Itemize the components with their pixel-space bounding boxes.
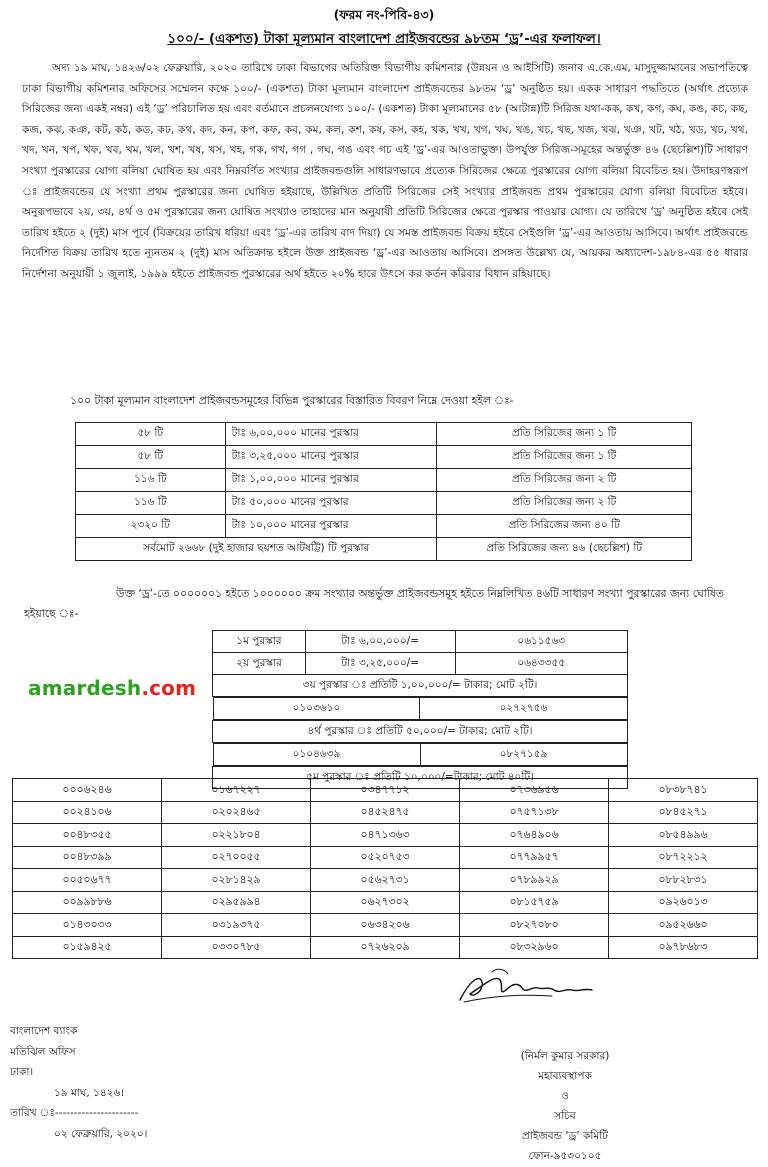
- table-row: [213, 721, 628, 743]
- prize-number: ০৮৭২২১২: [609, 846, 758, 869]
- summary-heading: ১০০ টাকা মূল্যমান বাংলাদেশ প্রাইজবন্ডসমূহের বিভিন্ন পুরস্কারের বিস্তারিত বিবরণ নিম্নে দেওয়া হইল ঃ-: [70, 394, 514, 407]
- amount-suffix: মানের পুরস্কার: [290, 496, 349, 509]
- prize-number: ০৩৩০৭৮৫: [162, 936, 311, 959]
- amount-value: টাঃ ৬,০০,০০০: [231, 427, 297, 440]
- handwritten-signature: [452, 960, 602, 1010]
- bangla-date: ১৯ মাঘ, ১৪২৬।: [54, 1086, 125, 1099]
- prize-number: ০৮২৭০৮০: [460, 914, 609, 937]
- prize-number: ০০৫০৬৭৭: [13, 869, 162, 892]
- third-prize-number: ০১০৩৬১০: [213, 698, 420, 720]
- table-row: [76, 469, 692, 492]
- prize-number: ০০০৬২৪৬: [13, 779, 162, 802]
- prize-number: ০০৯৯৮৮৬: [13, 891, 162, 914]
- prize-number: ০৭৫৭১৩৮: [460, 801, 609, 824]
- prize-number: ০৮৩২৯৬০: [460, 936, 609, 959]
- table-row: [76, 446, 692, 469]
- table-row: [76, 515, 692, 538]
- form-number: (ফরম নং-পিবি-৪৩): [333, 7, 435, 22]
- prize-number: ০৮৩৮৭৪১: [609, 779, 758, 802]
- amount-suffix: মানের পুরস্কার: [300, 473, 359, 486]
- table-row: [13, 869, 758, 892]
- prize-number: ০৭৮৯৯২৯: [460, 869, 609, 892]
- table-row: [13, 846, 758, 869]
- table-row: [13, 779, 758, 802]
- prize-number: ০৮৫৪৯৯৬: [609, 824, 758, 847]
- prize-number: ০৬২৭৩০২: [311, 891, 460, 914]
- table-row: [13, 801, 758, 824]
- table-row: [213, 675, 628, 697]
- fifth-prize-heading: ৫ম পুরস্কার ঃ প্রতিটি ১০,০০০/=টাকার; মোট ৪০টি।: [213, 767, 628, 789]
- office-address: [10, 1021, 210, 1144]
- watermark-name: amardesh: [28, 676, 142, 700]
- phone-number: ফোন-৯৫৩০১০৫: [528, 1150, 602, 1162]
- intro-paragraph: অদ্য ১৯ মাঘ, ১৪২৬/০২ ফেব্রুয়ারি, ২০২০ তারিখে ঢাকা বিভাগের অতিরিক্ত বিভাগীয় কমিশনার (উন্নয়ন ও আইসিটি) জনাব এ.কে.এম, মাসুদুজ্জামানের সভাপতিত্বে ঢাকা বিভাগীয় কমিশনার অফিসের সম্মেলন কক্ষে ১০০/- (একশত) টাকা মূল্যমান বাংলাদেশ প্রাইজবন্ডের ৯৮তম ‘ড্র’ অনুষ্ঠিত হয়। একক সাধারণ পদ্ধতিতে (অর্থাৎ প্রত্যেক সিরিজের জন্য একই নম্বর) এই ‘ড্র’ পরিচালিত হয় এবং বর্তমানে প্রচলনযোগ্য ১০০/- (একশত) টাকা মূল্যমানের ৫৮ (আটান্ন)টি সিরিজ যথা-কক, কখ, কগ, কঘ, কঙ, কচ, কছ, কজ, কঝ, কঞ, কট, কঠ, কড, কঢ, কথ, কদ, কন, কপ, কফ, কব, কম, কল, কশ, কষ, কস, কহ, খক, খখ, খগ, খঘ, খঙ, খচ, খছ, খজ, খঝ, খঞ, খট, খঠ, খড, খঢ, খথ, খদ, খন, খপ, খফ, খব, খম, খল, খশ, খষ, খস, খহ, গক, গখ, গগ , গঘ, গঙ এবং গচ এই ‘ড্র’-এর আওতাভুক্ত। উপর্যুক্ত সিরিজ-সমূহের অন্তর্ভুক্ত ৪৬ (ছেচল্লিশ)টি সাধারণ সংখ্যা পুরস্কারের যোগ্য বলিয়া ঘোষিত হয় এবং নিম্নবর্ণিত সংখ্যার প্রাইজবন্ডগুলি সাধারণভাবে প্রত্যেক সিরিজের ক্ষেত্রে পুরস্কারের যোগ্য বলিয়া বিবেচিত হয়। উদাহরণস্বরূপ ঃ প্রাইজবন্ডের যে সংখ্যা প্রথম পুরস্কারের জন্য ঘোষিত হইয়াছে, উল্লিখিত প্রতিটি সিরিজের সেই সংখ্যার প্রাইজবন্ড প্রথম পুরস্কারের যোগ্য বলিয়া বিবেচিত হইবে। অনুরূপভাবে ২য়, ৩য়, ৪র্থ ও ৫ম পুরস্কারের জন্য ঘোষিত সংখ্যাও তাহাদের মান অনুযায়ী প্রতিটি সিরিজের ক্ষেত্রে পুরস্কার পাওয়ার যোগ্য। যে তারিখে ‘ড্র’ অনুষ্ঠিত হইবে সেই তারিখ হইতে ২ (দুই) মাস পূর্বে (বিক্রয়ের তারিখ ধরিয়া এবং ‘ড্র’-এর তারিখ বাদ দিয়া) যে সমস্ত প্রাইজবন্ড বিক্রয় হইবে সেইগুলি ‘ড্র’-এর আওতায় আসিবে। অর্থাৎ প্রাইজবন্ডে নির্দেশিত বিক্রয় তারিখ হতে ন্যূনতম ২ (দুই) মাস অতিক্রান্ত হইলে উক্ত প্রাইজবন্ড ‘ড্র’-এর আওতায় আসিবে। প্রসঙ্গত উল্লেখ্য যে, আয়কর অধ্যাদেশ-১৯৮৪-এর ৫৫ ধারার নির্দেশনা অনুযায়ী ১ জুলাই, ১৯৯৯ হইতে প্রাইজবন্ড পুরস্কারের অর্থ হইতে ২০% হারে উৎসে কর কর্তন করিবার বিধান রহিয়াছে।: [22, 62, 748, 280]
- total-per-series: প্রতি সিরিজের জন্য ৪৬ (ছেচল্লিশ) টি: [437, 538, 692, 561]
- prize-amount: [225, 423, 437, 446]
- amount-suffix: মানের পুরস্কার: [300, 427, 359, 440]
- third-prize-numbers: [213, 697, 628, 720]
- prize-number: ০১৬৭২২৭: [162, 779, 311, 802]
- amount-value: টাঃ ৩,২৫,০০০: [231, 450, 297, 463]
- prize-amount: [225, 446, 437, 469]
- prize-number: ০৫৬২৭৩১: [311, 869, 460, 892]
- table-row: [13, 914, 758, 937]
- prize-amount: [225, 492, 437, 515]
- prize-number: ০৯৭৮৬৮৩: [609, 936, 758, 959]
- prize-number: ০৪৫২৪৭৫: [311, 801, 460, 824]
- prize-number: ০৮৪৫২৭১: [609, 801, 758, 824]
- prize-number: ০২৭০০৫৫: [162, 846, 311, 869]
- table-row: [213, 697, 628, 721]
- second-prize-amount: টাঃ ৩,২৫,০০০/=: [305, 653, 455, 675]
- prize-count: ১১৬ টি: [76, 469, 226, 492]
- prize-number: ০৪৭১৩৬৩: [311, 824, 460, 847]
- third-prize-heading: ৩য় পুরস্কার ঃ প্রতিটি ১,০০,০০০/= টাকার; মোট ২টি।: [213, 675, 628, 697]
- address-line: বাংলাদেশ ব্যাংক: [10, 1025, 78, 1037]
- amount-suffix: মানের পুরস্কার: [290, 519, 349, 532]
- fourth-prize-number: ০৮২৭১৫৯: [420, 744, 627, 766]
- total-prizes: সর্বমোট ২৬৬৮ (দুই হাজার ছয়শত আটষট্টি) টি পুরস্কার: [76, 538, 437, 561]
- prize-number: ০০৪৮৩৯৯: [13, 846, 162, 869]
- second-prize-number: ০৬৪৩৩৫৫: [455, 653, 627, 675]
- table-row: [13, 936, 758, 959]
- signatory-title: মহাব্যবস্থাপক: [538, 1070, 592, 1082]
- prize-number: ০১৪৩০৩৩: [13, 914, 162, 937]
- per-series: প্রতি সিরিজের জন্য ২ টি: [437, 469, 692, 492]
- prize-amount: [225, 469, 437, 492]
- prize-count: ১১৬ টি: [76, 492, 226, 515]
- prize-number: ০২০২৪৬৫: [162, 801, 311, 824]
- table-row: [213, 653, 628, 675]
- prize-count: ৫৮ টি: [76, 446, 226, 469]
- first-prize-number: ০৬১১৫৬৩: [455, 631, 627, 653]
- amount-suffix: মানের পুরস্কার: [300, 450, 359, 463]
- watermark-tld: .com: [141, 676, 197, 700]
- prize-number: ০৭২৬২০৯: [311, 936, 460, 959]
- address-line: মতিঝিল অফিস: [10, 1045, 76, 1058]
- table-row-total: [76, 538, 692, 561]
- table-row: [13, 891, 758, 914]
- per-series: প্রতি সিরিজের জন্য ৪০ টি: [437, 515, 692, 538]
- signatory-block: [470, 1046, 660, 1166]
- per-series: প্রতি সিরিজের জন্য ১ টি: [437, 423, 692, 446]
- prize-number: ০৩১৯৩৭৫: [162, 914, 311, 937]
- amount-value: টাঃ ৫০,০০০: [231, 496, 287, 509]
- prize-number: ০০৪৮৩৫৫: [13, 824, 162, 847]
- prize-number: ০৬৩৪২০৬: [311, 914, 460, 937]
- prize-number: ০৮১৫৭৫৯: [460, 891, 609, 914]
- prize-number: ০৩৪৭৭১২: [311, 779, 460, 802]
- prize-summary-table: [75, 422, 692, 561]
- prize-number: ০৭৭৯৯৫৭: [460, 846, 609, 869]
- fourth-prize-numbers: [213, 743, 628, 766]
- table-row: [213, 743, 628, 767]
- prize-number: ০৮৮২৮৩১: [609, 869, 758, 892]
- prize-number: ০৫২০৭৫৩: [311, 846, 460, 869]
- amount-value: টাঃ ১০,০০০: [231, 519, 287, 532]
- signatory-name: (নির্মল কুমার সরকার): [520, 1050, 610, 1062]
- prize-number: ০১৫৯৪২৫: [13, 936, 162, 959]
- third-prize-number: ০২৭২৭৫৬: [420, 698, 627, 720]
- winners-intro: উক্ত ‘ড্র’-তে ০০০০০০১ হইতে ১০০০০০০ ক্রম সংখ্যার অন্তর্ভুক্ত প্রাইজবন্ডসমূহ হইতে নিম্নলিখিত ৪৬টি সাধারণ সংখ্যা পুরস্কারের জন্য ঘোষিত হইয়াছে ঃ-: [24, 587, 724, 620]
- prize-count: ২৩২০ টি: [76, 515, 226, 538]
- prize-number: ০৭৬৪৯০৬: [460, 824, 609, 847]
- watermark-logo: [28, 674, 196, 703]
- prize-number: ০৯২৬০১৩: [609, 891, 758, 914]
- english-date: ০২ ফেব্রুয়ারি, ২০২০।: [54, 1127, 148, 1140]
- fifth-prize-grid: [12, 778, 758, 959]
- prize-number: ০৯৫২৬৬০: [609, 914, 758, 937]
- committee-name: প্রাইজবন্ড ‘ড্র’ কমিটি: [522, 1130, 608, 1142]
- first-prize-amount: টাঃ ৬,০০,০০০/=: [305, 631, 455, 653]
- second-prize-label: ২য় পুরস্কার: [213, 653, 306, 675]
- amount-value: টাঃ ১,০০,০০০: [231, 473, 297, 486]
- first-prize-label: ১ম পুরস্কার: [213, 631, 306, 653]
- page-title: ১০০/- (একশত) টাকা মূল্যমান বাংলাদেশ প্রাইজবন্ডের ৯৮তম ‘ড্র’-এর ফলাফল।: [167, 31, 601, 47]
- per-series: প্রতি সিরিজের জন্য ১ টি: [437, 446, 692, 469]
- table-row: [76, 492, 692, 515]
- top-prizes-table: [212, 630, 628, 789]
- prize-amount: [225, 515, 437, 538]
- prize-number: ০২২১৮০৪: [162, 824, 311, 847]
- address-line: ঢাকা।: [10, 1066, 34, 1078]
- prize-number: ০০২৪১০৬: [13, 801, 162, 824]
- prize-count: ৫৮ টি: [76, 423, 226, 446]
- table-row: [213, 631, 628, 653]
- prize-number: ০২৮১৪২৯: [162, 869, 311, 892]
- signatory-role: সচিব: [554, 1110, 576, 1122]
- fourth-prize-number: ০১০৪৬৩৯: [213, 744, 420, 766]
- per-series: প্রতি সিরিজের জন্য ২ টি: [437, 492, 692, 515]
- prize-number: ০২৯৫৯৯৪: [162, 891, 311, 914]
- table-row: [76, 423, 692, 446]
- date-label: তারিখ ঃ----------------------: [10, 1107, 139, 1119]
- prize-number: ০৭৩৬৯৫৬: [460, 779, 609, 802]
- table-row: [13, 824, 758, 847]
- signatory-conjunction: ও: [561, 1090, 569, 1102]
- fourth-prize-heading: ৪র্থ পুরস্কার ঃ প্রতিটি ৫০,০০০/= টাকার; মোট ২টি।: [213, 721, 628, 743]
